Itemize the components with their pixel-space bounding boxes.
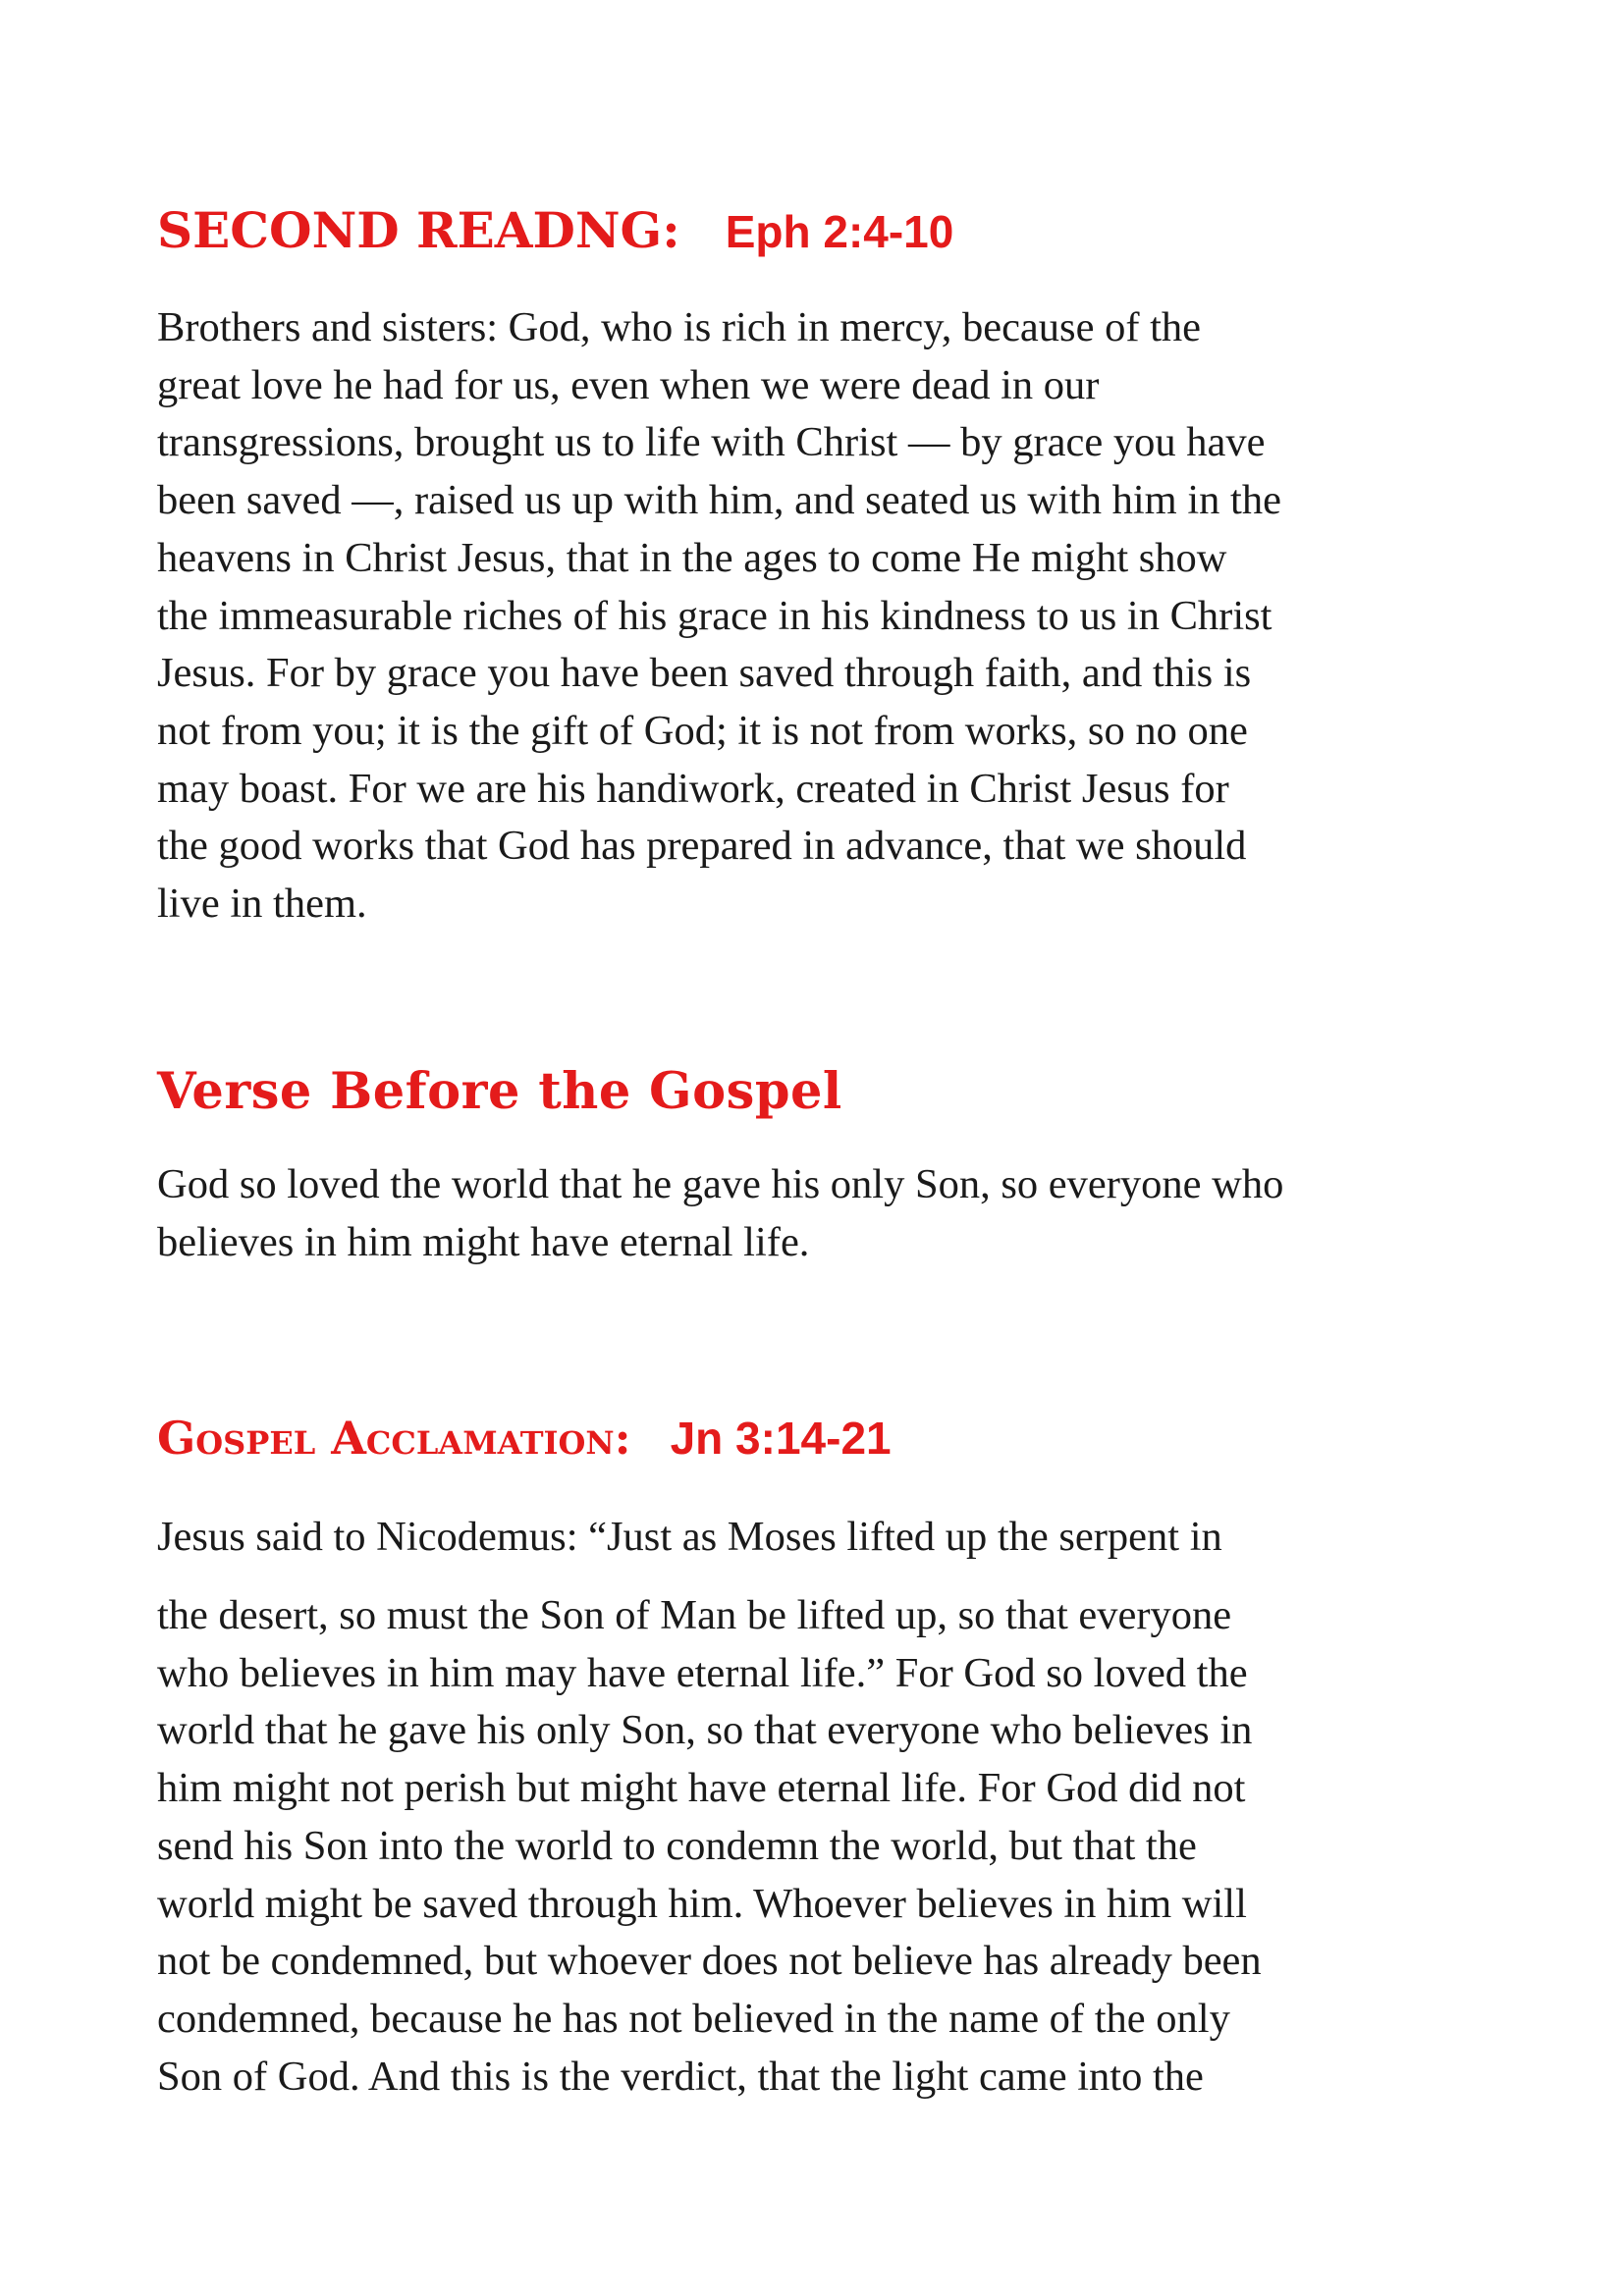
text-line: Jesus said to Nicodemus: “Just as Moses lifted up the serpent in [157, 1514, 1222, 1560]
text-line: believes in him might have eternal life. [157, 1218, 810, 1265]
text-line: send his Son into the world to condemn the world, but that the [157, 1822, 1197, 1869]
second-reading-reference: Eph 2:4-10 [725, 206, 954, 257]
text-line: world might be saved through him. Whoever believes in him will [157, 1880, 1247, 1927]
text-line: the immeasurable riches of his grace in his kindness to us in Christ [157, 592, 1272, 639]
text-line: condemned, because he has not believed in the name of the only [157, 1995, 1230, 2042]
second-reading-title: SECOND READNG: [157, 201, 680, 259]
text-line: world that he gave his only Son, so that everyone who believes in [157, 1707, 1253, 1754]
text-line: not from you; it is the gift of God; it is not from works, so no one [157, 707, 1248, 754]
gospel-reference: Jn 3:14-21 [670, 1413, 892, 1464]
text-line: great love he had for us, even when we were dead in our [157, 361, 1100, 408]
text-line: may boast. For we are his handiwork, created in Christ Jesus for [157, 765, 1229, 812]
text-line: God so loved the world that he gave his only Son, so everyone who [157, 1161, 1284, 1207]
text-line: live in them. [157, 881, 367, 928]
second-reading-heading [157, 201, 954, 259]
text-line: the good works that God has prepared in advance, that we should [157, 823, 1247, 870]
verse-before-gospel-text [157, 1156, 1473, 1271]
text-line: who believes in him may have eternal life.” For God so loved the [157, 1649, 1248, 1696]
gospel-text [157, 1587, 1473, 2106]
text-line: been saved —, raised us up with him, and seated us with him in the [157, 477, 1281, 524]
gospel-heading [157, 1412, 892, 1465]
text-line: the desert, so must the Son of Man be lifted up, so that everyone [157, 1592, 1232, 1638]
second-reading-text [157, 299, 1473, 934]
gospel-title: Gospel Acclamation: [157, 1412, 631, 1465]
text-line: Brothers and sisters: God, who is rich in mercy, because of the [157, 304, 1202, 350]
verse-before-gospel-heading: Verse Before the Gospel [157, 1062, 842, 1121]
text-line: transgressions, brought us to life with Christ — by grace you have [157, 419, 1266, 466]
text-line: him might not perish but might have eternal life. For God did not [157, 1765, 1246, 1812]
text-line: Jesus. For by grace you have been saved through faith, and this is [157, 650, 1252, 697]
gospel-first-line [157, 1509, 1473, 1567]
text-line: heavens in Christ Jesus, that in the ages to come He might show [157, 534, 1227, 581]
text-line: not be condemned, but whoever does not believe has already been [157, 1938, 1262, 1985]
text-line: Son of God. And this is the verdict, that the light came into the [157, 2053, 1204, 2100]
